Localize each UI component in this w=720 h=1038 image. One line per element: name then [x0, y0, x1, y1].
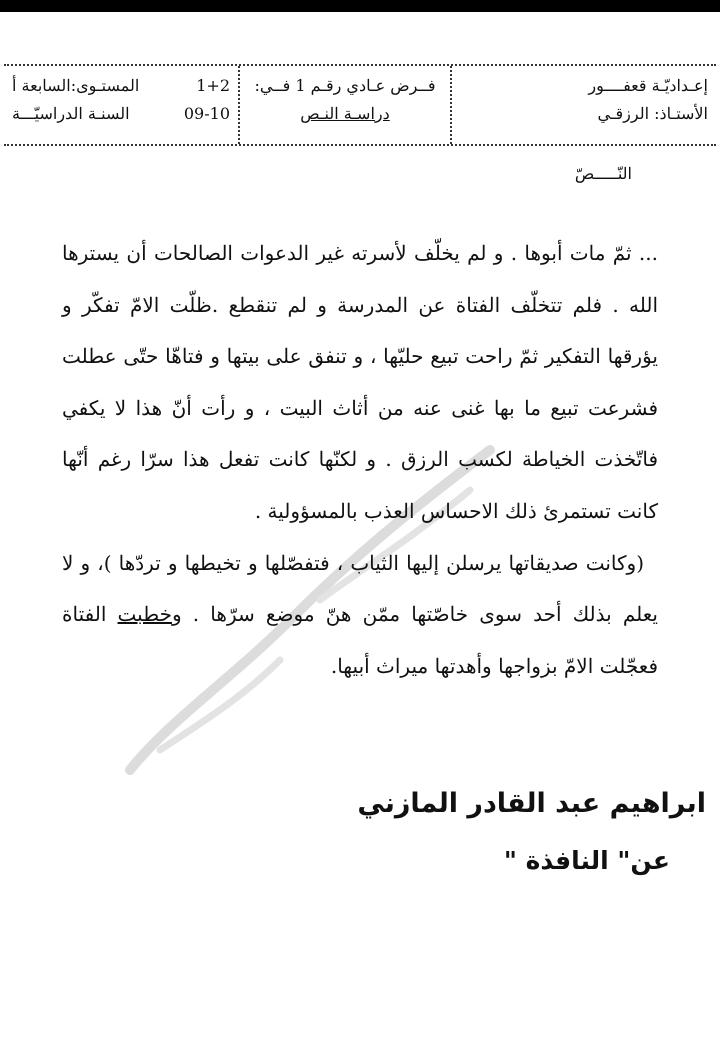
paragraph-2-start: (وكانت صديقاتها يرسلن إليها الثياب ، فتفصّلها و تخيطها و تردّها )، و لا يعلم بذلك أحد سوى خاصّتها ممّن هنّ موضع سرّها . و [62, 550, 659, 627]
header-school-cell [450, 66, 716, 144]
header-level-cell [4, 66, 238, 144]
section-label: النّـــــصّ [574, 164, 632, 183]
exam-header [4, 64, 716, 146]
underlined-word: خطبت [117, 602, 172, 627]
level-label: المستـوى:السابعة أ [12, 76, 140, 95]
year-row [12, 100, 230, 128]
exam-title: فــرض عـادي رقـم 1 فــي: [254, 76, 436, 95]
top-black-bar [0, 0, 720, 12]
teacher-name: الأستـاذ: الرزقـي [597, 104, 708, 123]
source-reference: عن" النافذة " [503, 846, 670, 875]
school-name: إعـداديّـة قعفــــور [588, 76, 708, 95]
passage-paragraph-2 [62, 538, 658, 693]
level-row [12, 72, 230, 100]
header-exam-cell [238, 66, 450, 144]
level-value: 1+2 [196, 76, 230, 95]
author-name: ابراهيم عبد القادر المازني [357, 788, 706, 819]
year-label: السنـة الدراسيّـــة [12, 104, 130, 123]
passage-paragraph-1: ... ثمّ مات أبوها . و لم يخلّف لأسرته غير الدعوات الصالحات أن يسترها الله . فلم تتخلّف الفتاة عن المدرسة و لم تنقطع .ظلّت الامّ تفكّر و يؤرقها التفكير ثمّ راحت تبيع حليّها ، و تنفق على بيتها و فتاهّا حتّى عطلت فشرعت تبيع ما بها غنى عنه من أثاث البيت ، و رأت أنّ هذا لا يكفي فاتّخذت الخياطة لكسب الرزق . و لكنّها كانت تفعل هذا سرّا رغم أنّها كانت تستمرئ ذلك الاحساس العذب بالمسؤولية . [62, 241, 658, 523]
text-passage [62, 228, 658, 692]
year-value: 09-10 [183, 104, 230, 123]
paragraph-2-end: الفتاة فعجّلت الامّ بزواجها وأهدتها ميراث أبيها. [62, 602, 658, 678]
exam-subject: دراسـة النـص [300, 104, 390, 123]
